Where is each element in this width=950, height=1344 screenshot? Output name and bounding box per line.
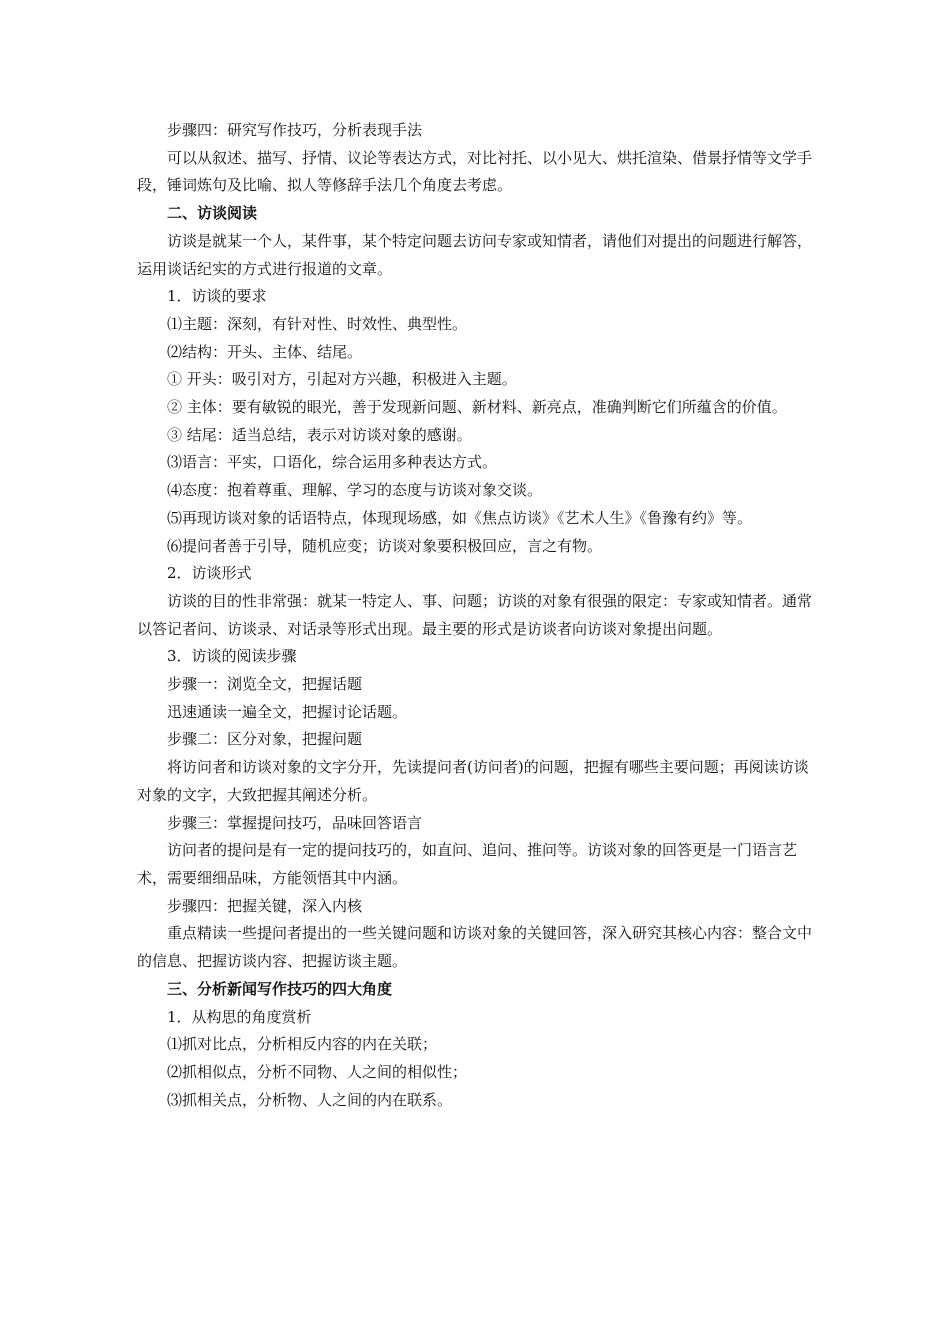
- subheading-reading-steps: 3．访谈的阅读步骤: [167, 647, 297, 666]
- conception-contrast: ⑴抓对比点，分析相反内容的内在关联；: [167, 1035, 438, 1054]
- section-two-heading: 二、访谈阅读: [167, 204, 258, 223]
- step-four-heading: 步骤四：研究写作技巧，分析表现手法: [167, 121, 423, 139]
- structure-opening: ① 开头：吸引对方，引起对方兴趣，积极进入主题。: [167, 370, 517, 389]
- section-three-heading: 三、分析新闻写作技巧的四大角度: [167, 979, 393, 998]
- conception-similarity: ⑵抓相似点，分析不同物、人之间的相似性；: [167, 1062, 468, 1081]
- reading-step-one-body: 迅速通读一遍全文，把握讨论话题。: [167, 702, 408, 721]
- structure-ending: ③ 结尾：适当总结，表示对访谈对象的感谢。: [167, 425, 472, 444]
- requirement-attitude: ⑷态度：抱着尊重、理解、学习的态度与访谈对象交谈。: [167, 481, 543, 500]
- requirement-theme: ⑴主题：深刻，有针对性、时效性、典型性。: [167, 314, 468, 333]
- interview-definition: 访谈是就某一个人，某件事，某个特定问题去访问专家或知情者，请他们对提出的问题进行解答，运用谈话纪实的方式进行报道的文章。: [137, 231, 813, 278]
- reading-step-two: 步骤二：区分对象，把握问题: [167, 730, 363, 749]
- forms-body: 访谈的目的性非常强：就某一特定人、事、问题；访谈的对象有很强的限定：专家或知情者。通常以答记者问、访谈录、对话录等形式出现。最主要的形式是访谈者向访谈对象提出问题。: [137, 591, 813, 638]
- subheading-conception: 1．从构思的角度赏析: [167, 1007, 312, 1026]
- reading-step-four-body: 重点精读一些提问者提出的一些关键问题和访谈对象的关键回答，深入研究其核心内容：整合文中的信息、把握访谈内容、把握访谈主题。: [137, 924, 813, 971]
- reading-step-one: 步骤一：浏览全文，把握话题: [167, 675, 363, 694]
- reading-step-three-body: 访问者的提问是有一定的提问技巧的，如直问、追问、推问等。访谈对象的回答更是一门语言艺术，需要细细品味，方能领悟其中内涵。: [137, 841, 798, 887]
- requirement-language: ⑶语言：平实，口语化，综合运用多种表达方式。: [167, 453, 498, 472]
- structure-body: ② 主体：要有敏锐的眼光，善于发现新问题、新材料、新亮点，准确判断它们所蕴含的价值。: [167, 398, 787, 417]
- reading-step-three: 步骤三：掌握提问技巧，品味回答语言: [167, 813, 423, 832]
- reading-step-four: 步骤四：把握关键，深入内核: [167, 896, 363, 915]
- conception-relation: ⑶抓相关点，分析物、人之间的内在联系。: [167, 1090, 453, 1109]
- reading-step-two-body: 将访问者和访谈对象的文字分开，先读提问者(访问者)的问题，把握有哪些主要问题；再阅读访谈对象的文字，大致把握其阐述分析。: [137, 758, 809, 804]
- subheading-forms: 2．访谈形式: [167, 564, 252, 583]
- requirement-presence: ⑸再现访谈对象的话语特点，体现现场感，如《焦点访谈》《艺术人生》《鲁豫有约》等。: [167, 508, 753, 527]
- document-page: [137, 117, 817, 1114]
- subheading-requirements: 1．访谈的要求: [167, 287, 267, 306]
- requirement-structure: ⑵结构：开头、主体、结尾。: [167, 342, 363, 361]
- requirement-guidance: ⑹提问者善于引导，随机应变；访谈对象要积极回应，言之有物。: [167, 536, 603, 555]
- step-four-body: 可以从叙述、描写、抒情、议论等表达方式，对比衬托、以小见大、烘托渲染、借景抒情等文学手段，锤词炼句及比喻、拟人等修辞手法几个角度去考虑。: [137, 148, 813, 195]
